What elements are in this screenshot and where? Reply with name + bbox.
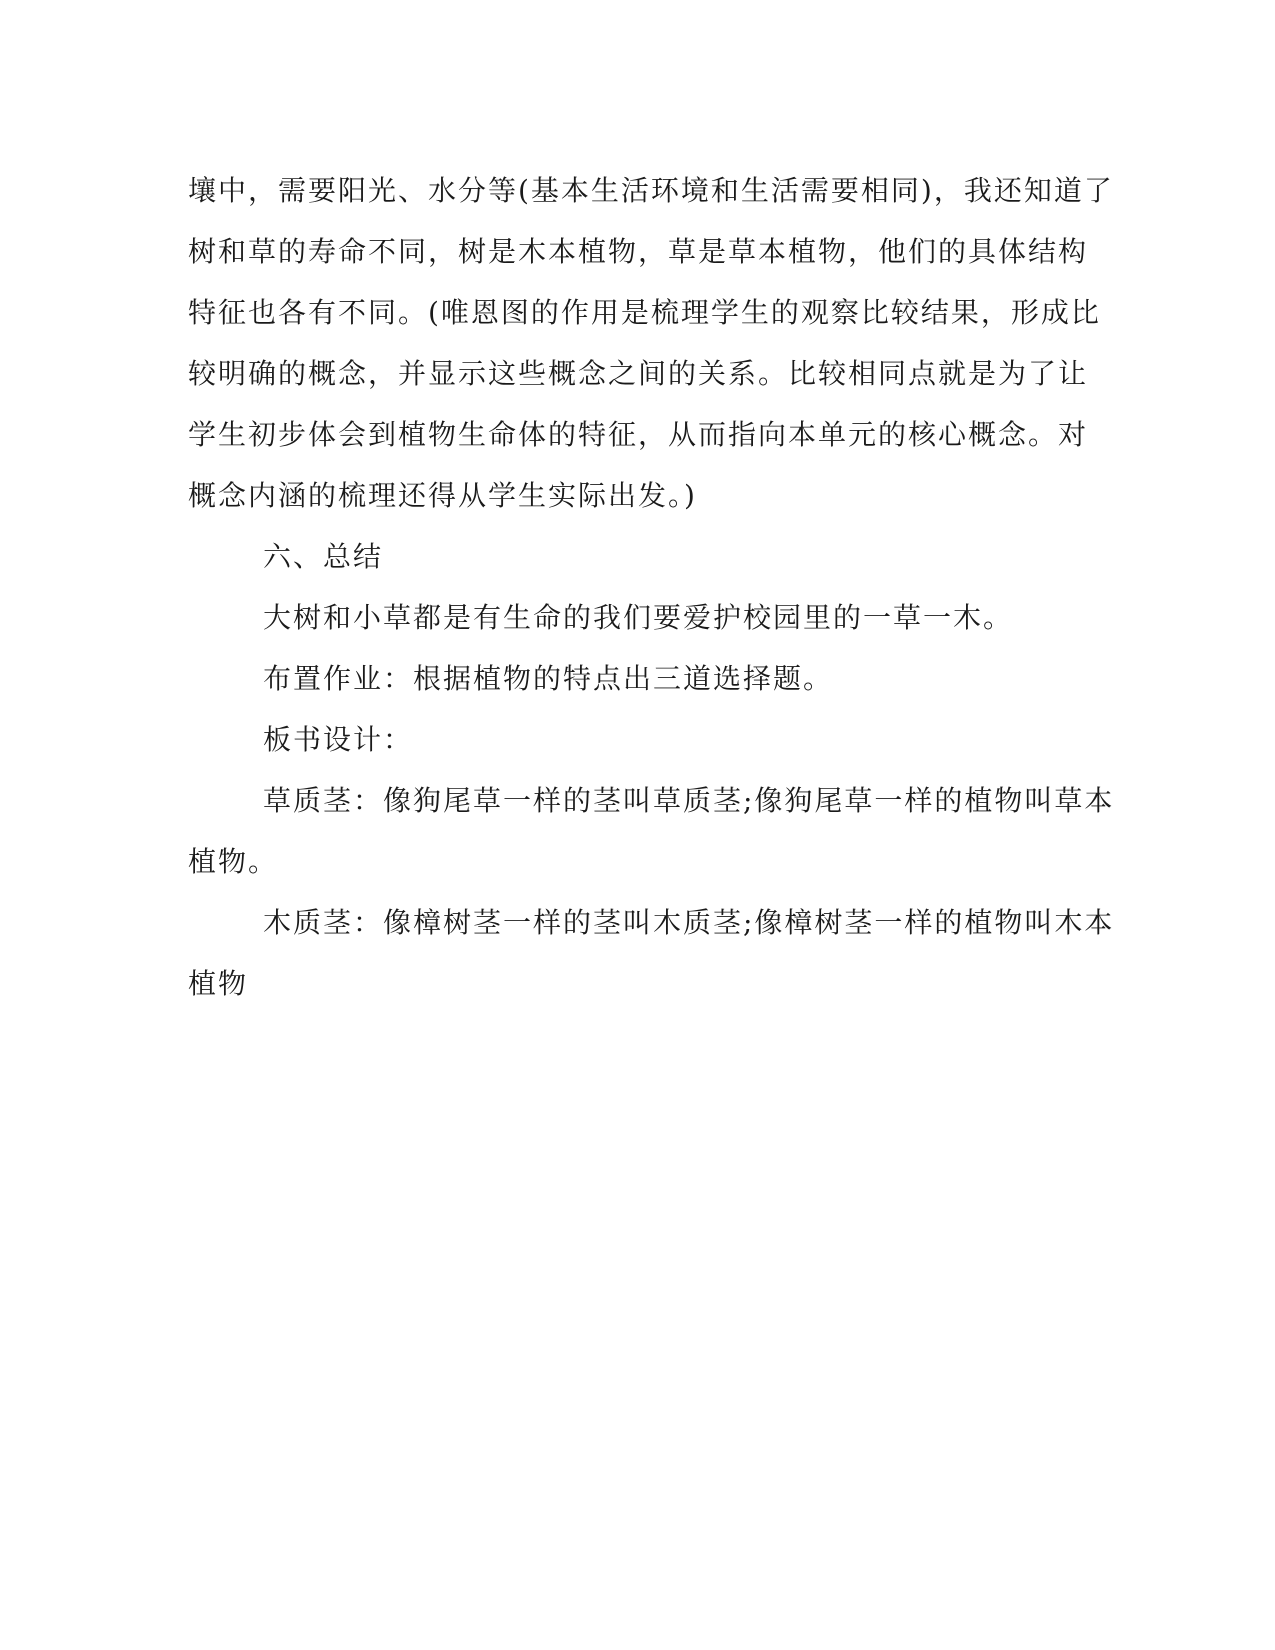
paragraph-line: 概念内涵的梳理还得从学生实际出发。) <box>188 479 697 512</box>
paragraph-line: 较明确的概念，并显示这些概念之间的关系。比较相同点就是为了让 <box>188 357 1089 390</box>
woody-stem-line: 植物 <box>188 967 249 1000</box>
board-design-label: 板书设计： <box>263 723 414 756</box>
paragraph-line: 特征也各有不同。(唯恩图的作用是梳理学生的观察比较结果，形成比 <box>188 296 1101 329</box>
homework-paragraph: 布置作业：根据植物的特点出三道选择题。 <box>263 662 834 695</box>
herbaceous-stem-line: 植物。 <box>188 845 279 878</box>
paragraph-line: 学生初步体会到植物生命体的特征，从而指向本单元的核心概念。对 <box>188 418 1089 451</box>
woody-stem-line: 木质茎：像樟树茎一样的茎叫木质茎;像樟树茎一样的植物叫木本 <box>263 906 1115 939</box>
document-body <box>188 160 1115 1014</box>
paragraph-line: 壤中，需要阳光、水分等(基本生活环境和生活需要相同)，我还知道了 <box>188 174 1114 207</box>
summary-paragraph: 大树和小草都是有生命的我们要爱护校园里的一草一木。 <box>263 601 1014 634</box>
herbaceous-stem-line: 草质茎：像狗尾草一样的茎叫草质茎;像狗尾草一样的植物叫草本 <box>263 784 1115 817</box>
section-heading: 六、总结 <box>263 540 384 573</box>
paragraph-line: 树和草的寿命不同，树是木本植物，草是草本植物，他们的具体结构 <box>188 235 1089 268</box>
